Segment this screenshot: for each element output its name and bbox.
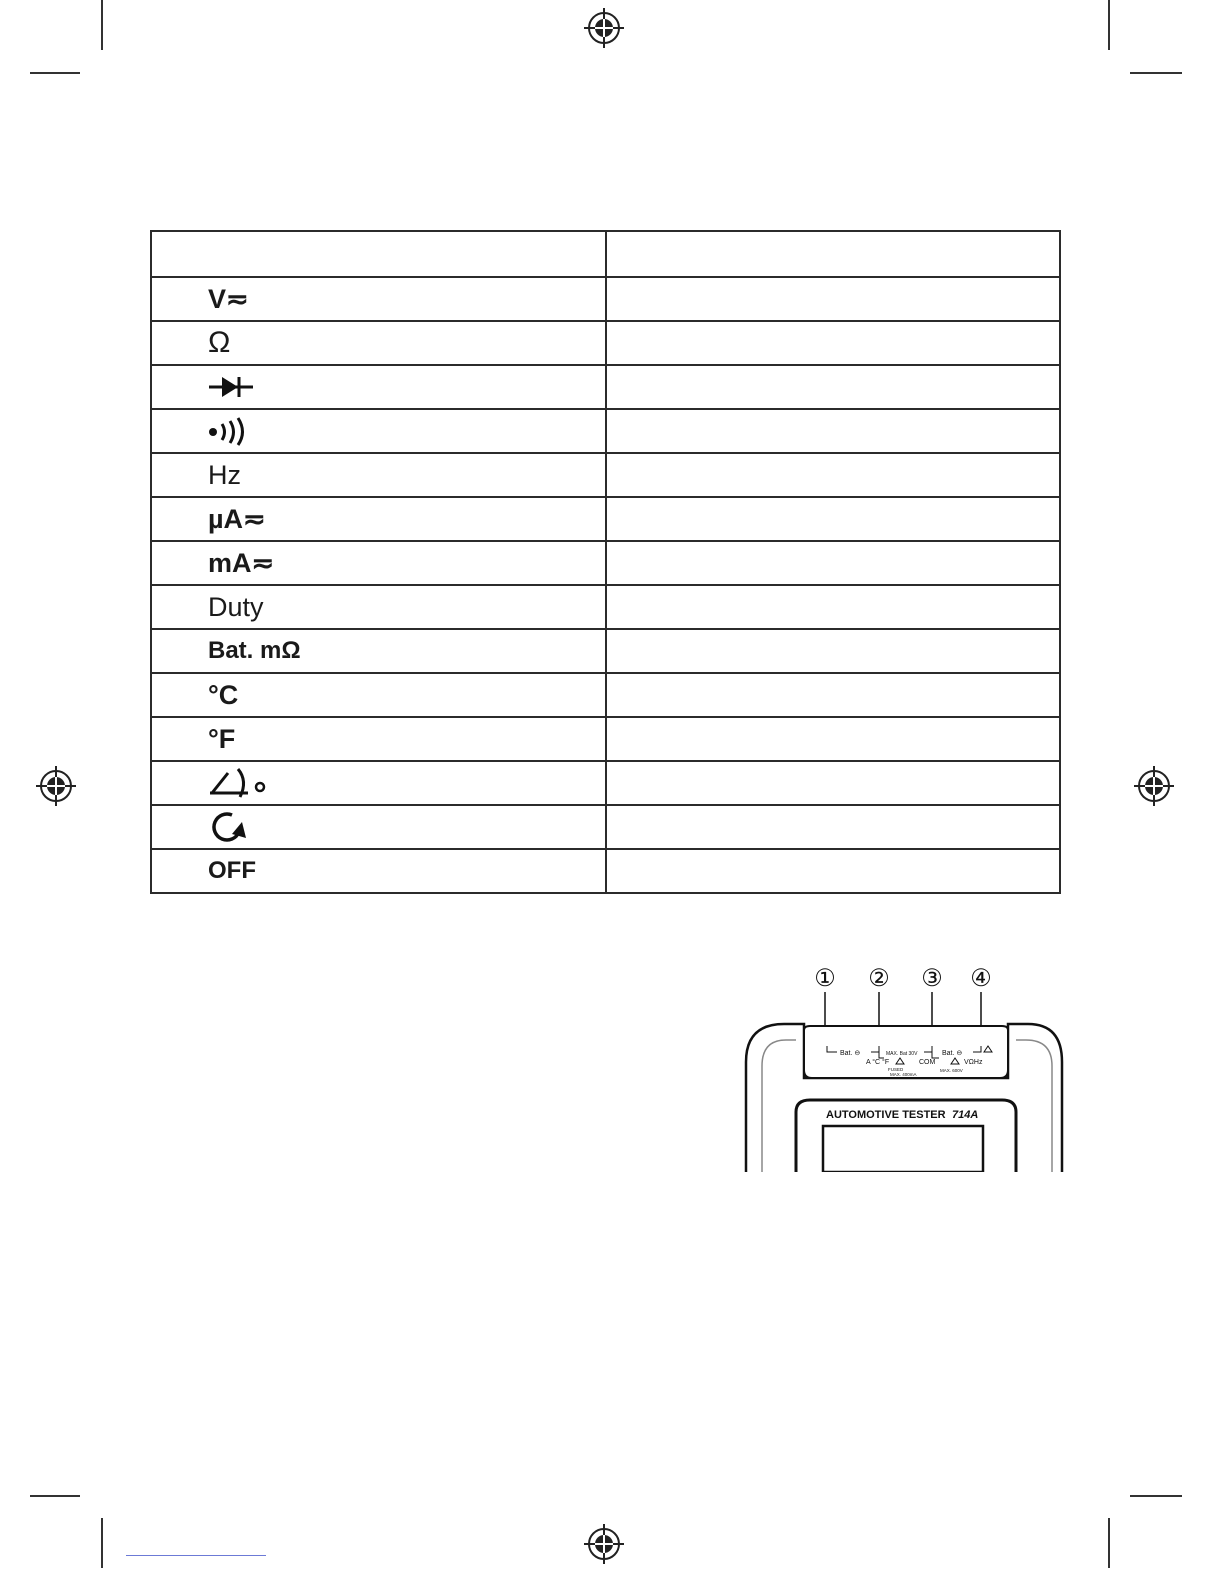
symbol-fahrenheit: °F: [208, 723, 236, 754]
table-row: [151, 541, 1060, 585]
registration-mark-icon: [1134, 766, 1174, 806]
callout-3: ③: [921, 965, 943, 992]
description-cell: [606, 629, 1061, 673]
symbol-microamps: µA≂: [208, 503, 266, 534]
crop-mark: [30, 72, 80, 74]
symbol-cell: [151, 321, 606, 365]
terminal-1-label: Bat. ⊖: [840, 1050, 861, 1057]
symbol-hz: Hz: [208, 459, 241, 490]
crop-mark: [101, 1518, 103, 1568]
terminal-2-top-label: MAX. Bat 30V: [886, 1051, 918, 1057]
table-row: [151, 849, 1060, 893]
dwell-angle-icon: [208, 767, 268, 799]
description-cell: [606, 365, 1061, 409]
terminal-3-max-label: MAX. 600V: [940, 1068, 963, 1073]
registration-mark-icon: [584, 1524, 624, 1564]
symbol-off: OFF: [208, 857, 256, 884]
terminal-3-bottom-label: COM: [919, 1059, 936, 1066]
description-cell: [606, 805, 1061, 849]
crop-mark: [1130, 1495, 1182, 1497]
lcd-display: [823, 1126, 983, 1172]
symbol-cell: [151, 805, 606, 849]
registration-mark-icon: [584, 8, 624, 48]
header-description-cell: [606, 231, 1061, 277]
symbol-cell: [151, 849, 606, 893]
description-cell: [606, 673, 1061, 717]
crop-mark: [1108, 0, 1110, 50]
symbol-cell: [151, 365, 606, 409]
symbol-duty: Duty: [208, 591, 264, 622]
table-row: [151, 365, 1060, 409]
table-row: [151, 277, 1060, 321]
symbol-battery-milliohm: Bat. mΩ: [208, 637, 301, 664]
description-cell: [606, 585, 1061, 629]
symbol-celsius: °C: [208, 679, 239, 710]
table-header-row: [151, 231, 1060, 277]
footer-rule: [126, 1555, 266, 1556]
diode-icon: [208, 374, 254, 400]
rpm-rotation-icon: [208, 810, 248, 844]
table-row: [151, 761, 1060, 805]
terminal-3-top-label: Bat. ⊖: [942, 1050, 963, 1057]
symbol-cell: [151, 277, 606, 321]
device-name-label: AUTOMOTIVE TESTER: [826, 1109, 946, 1121]
description-cell: [606, 321, 1061, 365]
symbol-cell: [151, 717, 606, 761]
symbol-cell: [151, 453, 606, 497]
crop-mark: [1130, 72, 1182, 74]
symbol-milliamps: mA≂: [208, 547, 275, 578]
description-cell: [606, 849, 1061, 893]
description-cell: [606, 717, 1061, 761]
callout-1: ①: [814, 965, 836, 992]
table-row: [151, 497, 1060, 541]
table-row: [151, 805, 1060, 849]
description-cell: [606, 453, 1061, 497]
device-model-label: 714A: [952, 1109, 979, 1121]
omega-icon: Ω: [208, 326, 231, 359]
crop-mark: [30, 1495, 80, 1497]
terminal-2-fused-label: FUSED: [888, 1067, 904, 1072]
table-row: [151, 453, 1060, 497]
callout-2: ②: [868, 965, 890, 992]
description-cell: [606, 761, 1061, 805]
table-row: [151, 409, 1060, 453]
registration-mark-icon: [36, 766, 76, 806]
terminal-2-bottom-label: A °C °F: [866, 1059, 890, 1066]
symbol-cell: [151, 541, 606, 585]
table-row: [151, 717, 1060, 761]
description-cell: [606, 277, 1061, 321]
symbol-volts-ac-dc: V≂: [208, 283, 249, 314]
table-row: [151, 585, 1060, 629]
symbol-cell: [151, 629, 606, 673]
meter-input-jacks-figure: [740, 962, 1070, 1172]
header-symbol-cell: [151, 231, 606, 277]
terminal-2-max-label: MAX. 400mA: [890, 1072, 917, 1077]
symbol-cell: [151, 673, 606, 717]
continuity-buzzer-icon: [208, 416, 250, 446]
table-row: [151, 629, 1060, 673]
description-cell: [606, 541, 1061, 585]
crop-mark: [101, 0, 103, 50]
table-row: [151, 673, 1060, 717]
symbol-cell: [151, 585, 606, 629]
symbol-cell: [151, 497, 606, 541]
callout-4: ④: [970, 965, 992, 992]
description-cell: [606, 497, 1061, 541]
function-table: [150, 230, 1061, 894]
terminal-4-label: VΩHz: [964, 1059, 983, 1066]
symbol-cell: [151, 409, 606, 453]
description-cell: [606, 409, 1061, 453]
table-row: [151, 321, 1060, 365]
symbol-cell: [151, 761, 606, 805]
crop-mark: [1108, 1518, 1110, 1568]
